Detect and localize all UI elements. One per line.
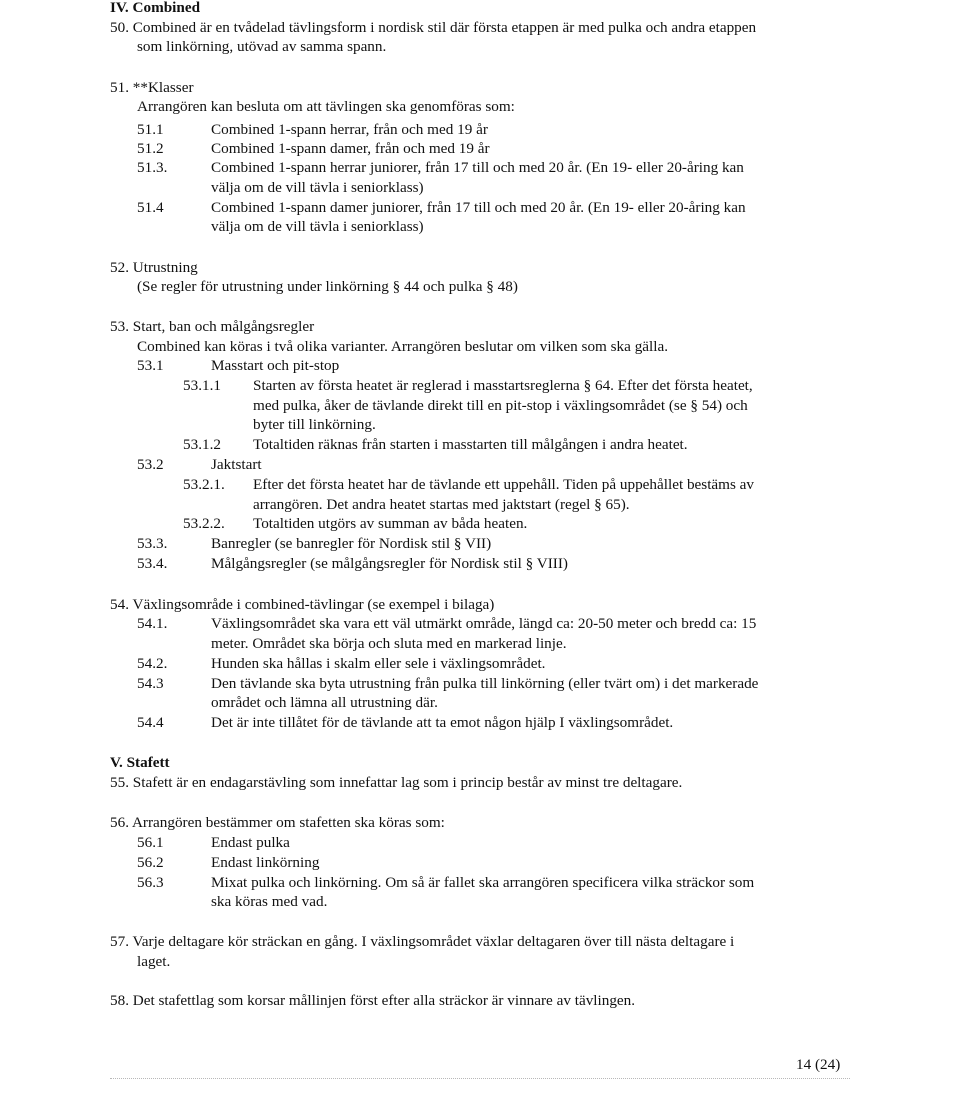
item-number: 54.2. (137, 655, 168, 672)
paragraph-55: 55. Stafett är en endagarstävling som innefattar lag som i princip består av minst tre deltagare. (110, 774, 683, 791)
paragraph-50-line-1: 50. Combined är en tvådelad tävlingsform i nordisk stil där första etappen är med pulka och andra etappen (110, 19, 757, 36)
item-number: 56.3 (137, 874, 164, 891)
item-text: välja om de vill tävla i seniorklass) (211, 218, 424, 235)
item-text: Hunden ska hållas i skalm eller sele i växlingsområdet. (211, 655, 546, 672)
subitem-text: Totaltiden räknas från starten i masstarten till målgången i andra heatet. (253, 436, 688, 453)
paragraph-51-heading: 51. **Klasser (110, 79, 194, 96)
paragraph-50-line-2: som linkörning, utövad av samma spann. (137, 38, 387, 55)
item-number: 53.3. (137, 535, 168, 552)
item-number: 54.1. (137, 615, 168, 632)
paragraph-51-intro: Arrangören kan besluta om att tävlingen ska genomföras som: (137, 98, 515, 115)
subitem-text: arrangören. Det andra heatet startas med jaktstart (regel § 65). (253, 496, 630, 513)
item-text: området och lämna all utrustning där. (211, 694, 438, 711)
paragraph-52-text: (Se regler för utrustning under linkörning § 44 och pulka § 48) (137, 278, 518, 295)
subitem-number: 53.1.1 (183, 377, 221, 394)
item-text: Växlingsområdet ska vara ett väl utmärkt område, längd ca: 20-50 meter och bredd ca: 15 (211, 615, 757, 632)
item-text: Målgångsregler (se målgångsregler för Nordisk stil § VIII) (211, 555, 568, 572)
item-text: Masstart och pit-stop (211, 357, 340, 374)
item-number: 54.3 (137, 675, 164, 692)
subitem-text: Efter det första heatet har de tävlande ett uppehåll. Tiden på uppehållet bestäms av (253, 476, 755, 493)
item-number: 51.3. (137, 159, 168, 176)
paragraph-56-heading: 56. Arrangören bestämmer om stafetten ska köras som: (110, 814, 445, 831)
item-text: Combined 1-spann damer juniorer, från 17 till och med 20 år. (En 19- eller 20-åring kan (211, 199, 746, 216)
item-text: Den tävlande ska byta utrustning från pulka till linkörning (eller tvärt om) i det markerade (211, 675, 759, 692)
subitem-text: med pulka, åker de tävlande direkt till en pit-stop i växlingsområdet (se § 54) och (253, 397, 748, 414)
item-text: Combined 1-spann damer, från och med 19 år (211, 140, 490, 157)
item-text: Jaktstart (211, 456, 262, 473)
footer-divider (110, 1078, 850, 1079)
item-text: ska köras med vad. (211, 893, 328, 910)
paragraph-53-heading: 53. Start, ban och målgångsregler (110, 318, 315, 335)
item-number: 51.1 (137, 121, 164, 138)
paragraph-54-heading: 54. Växlingsområde i combined-tävlingar (se exempel i bilaga) (110, 596, 495, 613)
item-text: Banregler (se banregler för Nordisk stil § VII) (211, 535, 492, 552)
item-text: Det är inte tillåtet för de tävlande att ta emot någon hjälp I växlingsområdet. (211, 714, 674, 731)
item-number: 56.1 (137, 834, 164, 851)
item-number: 53.2 (137, 456, 164, 473)
paragraph-53-intro: Combined kan köras i två olika varianter. Arrangören beslutar om vilken som ska gälla. (137, 338, 669, 355)
item-text: välja om de vill tävla i seniorklass) (211, 179, 424, 196)
section-heading-v: V. Stafett (110, 754, 170, 771)
item-number: 54.4 (137, 714, 164, 731)
item-number: 56.2 (137, 854, 164, 871)
subitem-text: Starten av första heatet är reglerad i masstartsreglerna § 64. Efter det första heatet, (253, 377, 753, 394)
page-number: 14 (24) (796, 1056, 841, 1073)
subitem-number: 53.2.2. (183, 515, 225, 532)
item-text: Endast linkörning (211, 854, 320, 871)
paragraph-57-line-1: 57. Varje deltagare kör sträckan en gång. I växlingsområdet växlar deltagaren över till nästa deltagare i (110, 933, 735, 950)
item-number: 53.1 (137, 357, 164, 374)
subitem-text: byter till linkörning. (253, 416, 376, 433)
subitem-number: 53.2.1. (183, 476, 225, 493)
paragraph-52-heading: 52. Utrustning (110, 259, 198, 276)
subitem-text: Totaltiden utgörs av summan av båda heaten. (253, 515, 528, 532)
subitem-number: 53.1.2 (183, 436, 221, 453)
item-number: 51.2 (137, 140, 164, 157)
item-text: meter. Området ska börja och sluta med en markerad linje. (211, 635, 567, 652)
paragraph-58: 58. Det stafettlag som korsar mållinjen först efter alla sträckor är vinnare av tävlingen. (110, 992, 636, 1009)
item-text: Mixat pulka och linkörning. Om så är fallet ska arrangören specificera vilka sträckor som (211, 874, 755, 891)
item-text: Combined 1-spann herrar, från och med 19 år (211, 121, 488, 138)
item-number: 53.4. (137, 555, 168, 572)
item-text: Combined 1-spann herrar juniorer, från 17 till och med 20 år. (En 19- eller 20-åring kan (211, 159, 744, 176)
section-heading-iv: IV. Combined (110, 0, 201, 16)
item-text: Endast pulka (211, 834, 290, 851)
item-number: 51.4 (137, 199, 164, 216)
paragraph-57-line-2: laget. (137, 953, 171, 970)
